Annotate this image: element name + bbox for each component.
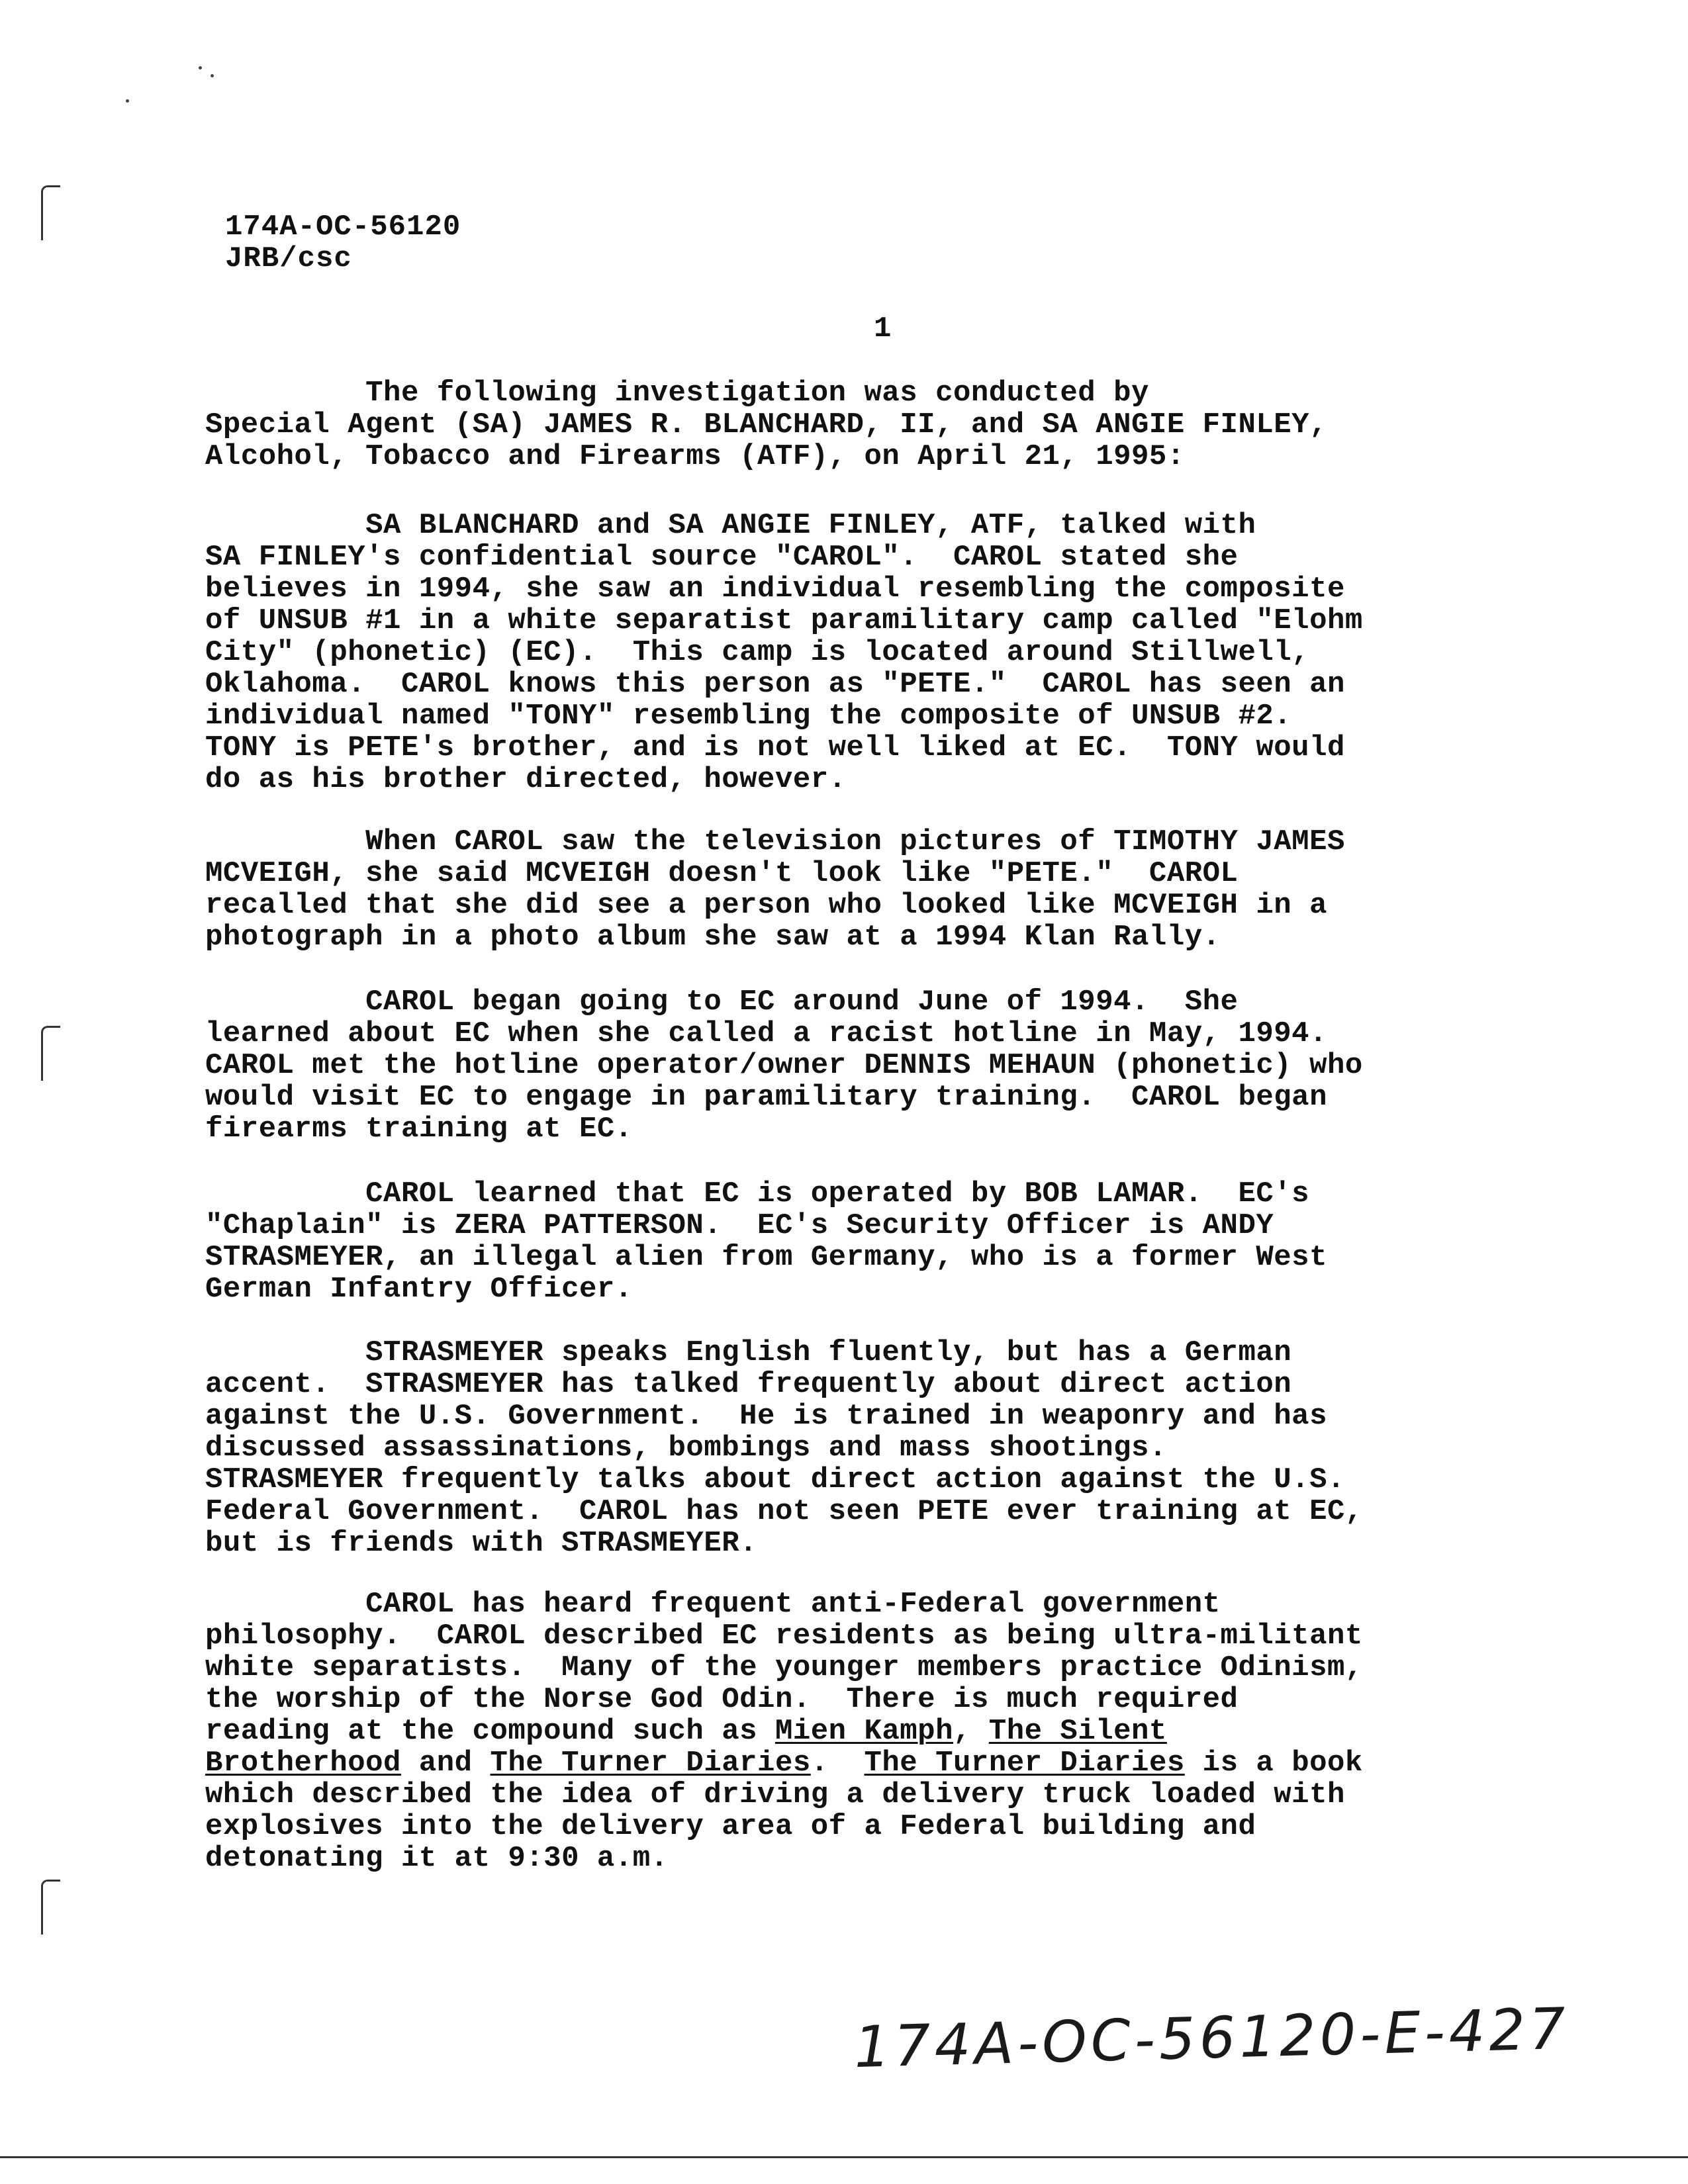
paragraph-ec-operators bbox=[205, 1178, 1463, 1305]
text-line: Special Agent (SA) JAMES R. BLANCHARD, II, and SA ANGIE FINLEY, bbox=[205, 408, 1327, 441]
text-line: CAROL learned that EC is operated by BOB LAMAR. EC's bbox=[205, 1177, 1310, 1210]
scan-speck bbox=[126, 99, 129, 103]
text-line: STRASMEYER frequently talks about direct action against the U.S. bbox=[205, 1463, 1345, 1496]
text-line: Oklahoma. CAROL knows this person as "PETE." CAROL has seen an bbox=[205, 668, 1345, 701]
text-fragment: and bbox=[400, 1747, 491, 1780]
text-fragment: . bbox=[810, 1747, 865, 1780]
text-line: CAROL has heard frequent anti-Federal government bbox=[205, 1588, 1221, 1621]
text-line: which described the idea of driving a delivery truck loaded with bbox=[205, 1778, 1345, 1811]
text-line: discussed assassinations, bombings and mass shootings. bbox=[205, 1432, 1167, 1465]
text-line: Federal Government. CAROL has not seen PETE ever training at EC, bbox=[205, 1495, 1363, 1528]
text-line: philosophy. CAROL described EC residents as being ultra-militant bbox=[205, 1619, 1363, 1653]
text-line: do as his brother directed, however. bbox=[205, 763, 847, 796]
book-title-turner-diaries: The Turner Diaries bbox=[490, 1747, 811, 1780]
paragraph-strasmeyer bbox=[205, 1337, 1463, 1559]
text-line: explosives into the delivery area of a Federal building and bbox=[205, 1810, 1256, 1843]
punch-hole-mark bbox=[41, 1880, 60, 1934]
text-line: STRASMEYER speaks English fluently, but has a German bbox=[205, 1336, 1292, 1369]
text-line: learned about EC when she called a racist hotline in May, 1994. bbox=[205, 1017, 1327, 1050]
text-line bbox=[205, 1747, 1463, 1779]
text-line bbox=[205, 1715, 1463, 1747]
text-line: against the U.S. Government. He is trained in weaponry and has bbox=[205, 1400, 1327, 1433]
text-line: photograph in a photo album she saw at a 1994 Klan Rally. bbox=[205, 921, 1221, 954]
book-title-silent-brotherhood-cont: Brotherhood bbox=[205, 1747, 401, 1780]
text-line: detonating it at 9:30 a.m. bbox=[205, 1842, 669, 1875]
text-line: accent. STRASMEYER has talked frequently about direct action bbox=[205, 1368, 1292, 1401]
paragraph-mcveigh bbox=[205, 826, 1463, 953]
text-line: CAROL met the hotline operator/owner DENNIS MEHAUN (phonetic) who bbox=[205, 1049, 1363, 1082]
text-line: SA BLANCHARD and SA ANGIE FINLEY, ATF, talked with bbox=[205, 509, 1256, 542]
text-line: SA FINLEY's confidential source "CAROL". CAROL stated she bbox=[205, 541, 1239, 574]
text-line: firearms training at EC. bbox=[205, 1113, 633, 1146]
text-line: German Infantry Officer. bbox=[205, 1273, 633, 1306]
text-line: individual named "TONY" resembling the composite of UNSUB #2. bbox=[205, 700, 1292, 733]
text-line: but is friends with STRASMEYER. bbox=[205, 1527, 758, 1560]
file-number: 174A-OC-56120 bbox=[225, 210, 461, 244]
text-line: MCVEIGH, she said MCVEIGH doesn't look like "PETE." CAROL bbox=[205, 857, 1239, 890]
text-line: The following investigation was conducted by bbox=[205, 377, 1149, 410]
text-line: When CAROL saw the television pictures of TIMOTHY JAMES bbox=[205, 825, 1345, 858]
text-fragment: is a book bbox=[1184, 1747, 1363, 1780]
book-title-mien-kamph: Mien Kamph bbox=[774, 1715, 953, 1748]
book-title-silent-brotherhood: The Silent bbox=[988, 1715, 1167, 1748]
text-line: CAROL began going to EC around June of 1994. She bbox=[205, 985, 1239, 1019]
text-line: believes in 1994, she saw an individual resembling the composite bbox=[205, 572, 1345, 606]
text-line: white separatists. Many of the younger members practice Odinism, bbox=[205, 1651, 1363, 1684]
text-line: TONY is PETE's brother, and is not well liked at EC. TONY would bbox=[205, 731, 1345, 764]
text-fragment: reading at the compound such as bbox=[205, 1715, 775, 1748]
author-initials: JRB/csc bbox=[225, 242, 352, 275]
punch-hole-mark bbox=[41, 185, 60, 240]
paragraph-ec-start bbox=[205, 986, 1463, 1145]
paragraph-intro bbox=[205, 377, 1463, 473]
page-number: 1 bbox=[874, 312, 892, 345]
paragraph-carol-source bbox=[205, 510, 1463, 796]
text-line: recalled that she did see a person who looked like MCVEIGH in a bbox=[205, 889, 1327, 922]
text-line: STRASMEYER, an illegal alien from Germany, who is a former West bbox=[205, 1241, 1327, 1274]
scan-speck bbox=[199, 66, 202, 69]
text-line: would visit EC to engage in paramilitary training. CAROL began bbox=[205, 1081, 1327, 1114]
text-line: Alcohol, Tobacco and Firearms (ATF), on April 21, 1995: bbox=[205, 440, 1185, 473]
text-line: City" (phonetic) (EC). This camp is located around Stillwell, bbox=[205, 636, 1310, 669]
text-line: of UNSUB #1 in a white separatist paramilitary camp called "Elohm bbox=[205, 604, 1363, 637]
bottom-edge-rule bbox=[0, 2156, 1688, 2158]
paragraph-philosophy bbox=[205, 1588, 1463, 1874]
text-line: the worship of the Norse God Odin. There is much required bbox=[205, 1683, 1239, 1716]
text-line: "Chaplain" is ZERA PATTERSON. EC's Security Officer is ANDY bbox=[205, 1209, 1274, 1242]
handwritten-serial-number: 174A-OC-56120-E-427 bbox=[853, 1995, 1571, 2081]
scan-speck bbox=[211, 74, 214, 77]
punch-hole-mark bbox=[41, 1026, 60, 1081]
text-fragment: , bbox=[953, 1715, 989, 1748]
book-title-turner-diaries: The Turner Diaries bbox=[864, 1747, 1185, 1780]
